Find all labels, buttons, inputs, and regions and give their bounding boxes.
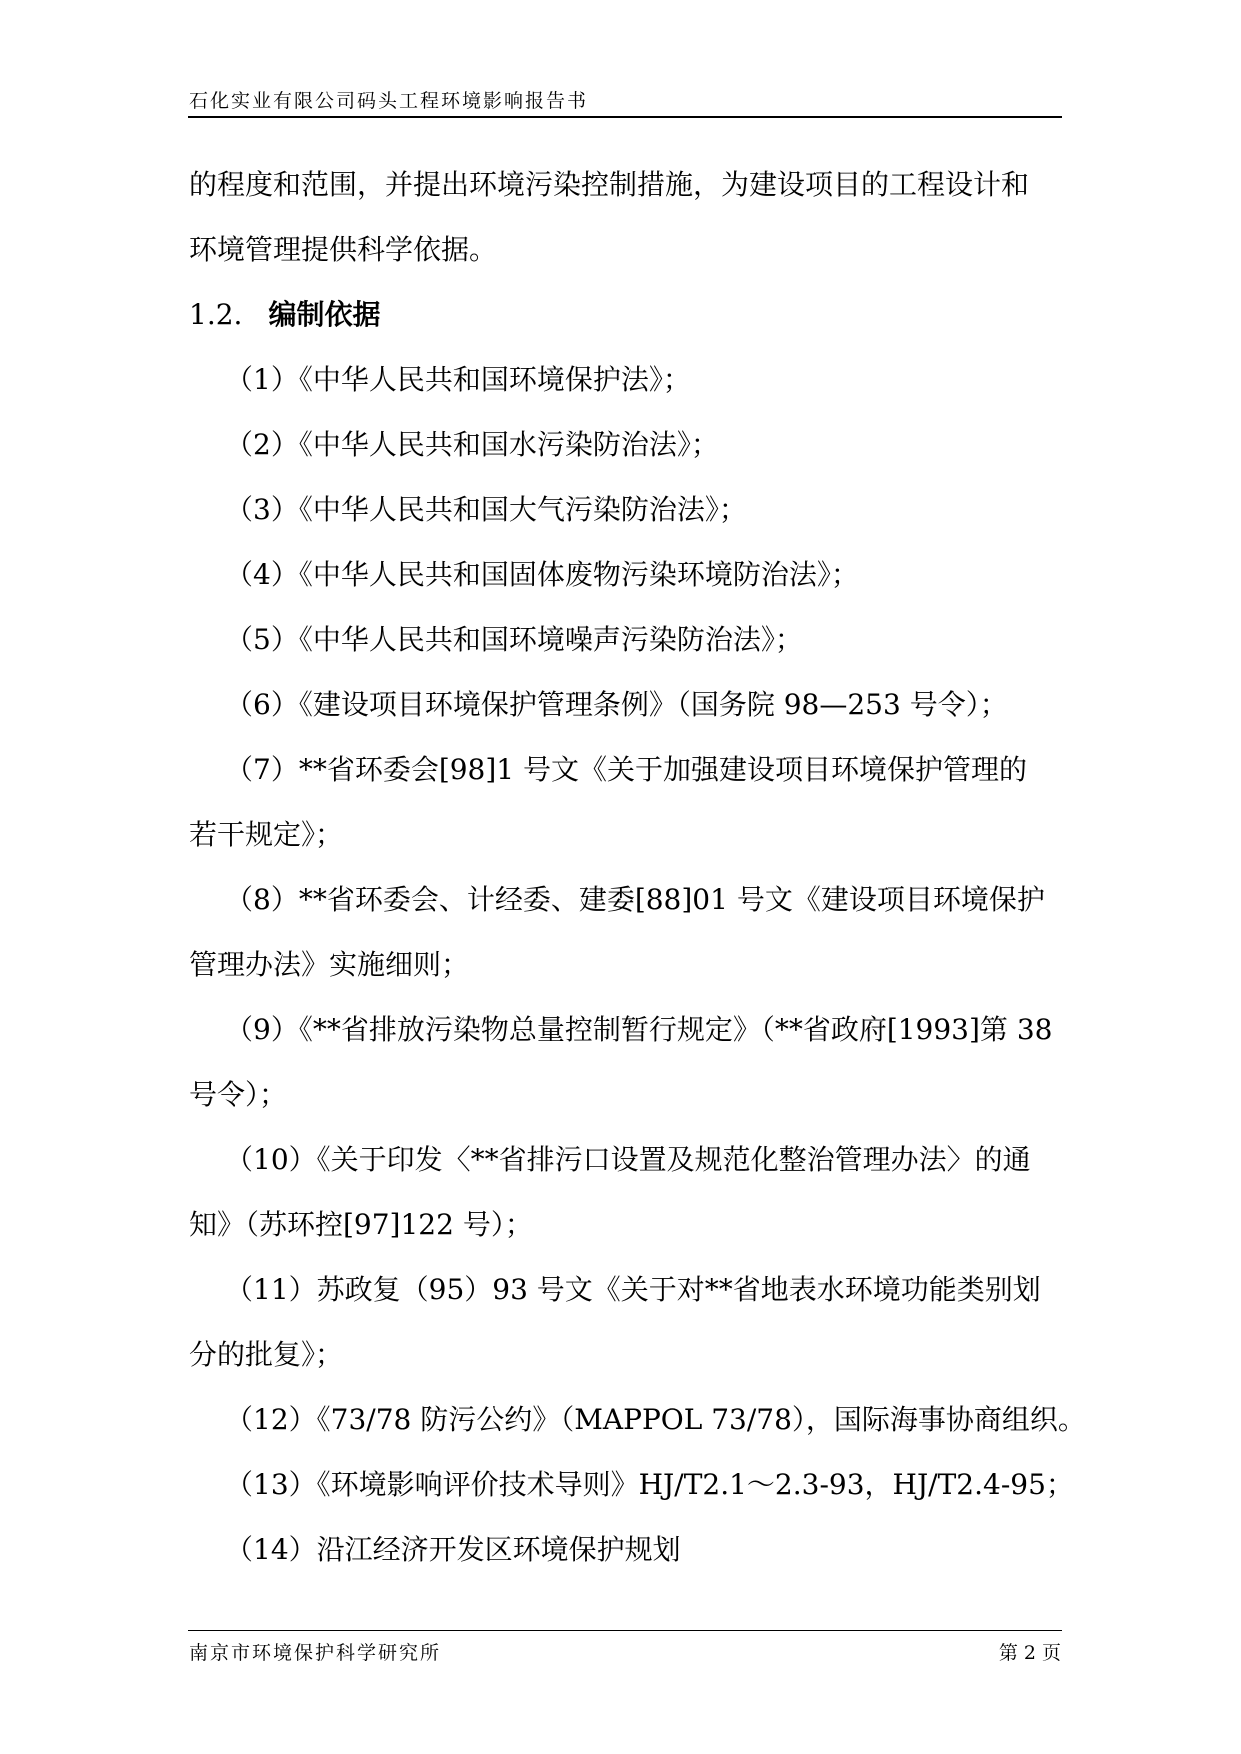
- list-item-continuation: 号令）；: [189, 1078, 288, 1111]
- page-number: 第 2 页: [998, 1642, 1061, 1664]
- section-title: 编制依据: [268, 298, 381, 331]
- list-item: （1）《中华人民共和国环境保护法》；: [225, 363, 691, 396]
- list-item: （10）《关于印发〈**省排污口设置及规范化整治管理办法〉的通: [225, 1143, 1031, 1176]
- section-number: 1.2.: [189, 298, 243, 331]
- list-item: （3）《中华人民共和国大气污染防治法》；: [225, 493, 747, 526]
- list-item: （8）**省环委会、计经委、建委[88]01 号文《建设项目环境保护: [225, 883, 1045, 916]
- list-item-continuation: 管理办法》实施细则；: [189, 948, 470, 981]
- page-header-title: 石化实业有限公司码头工程环境影响报告书: [189, 90, 589, 112]
- footer-organization: 南京市环境保护科学研究所: [189, 1642, 442, 1664]
- list-item: （2）《中华人民共和国水污染防治法》；: [225, 428, 719, 461]
- list-item: （11）苏政复（95）93 号文《关于对**省地表水环境功能类别划: [225, 1273, 1041, 1306]
- list-item: （4）《中华人民共和国固体废物污染环境防治法》；: [225, 558, 859, 591]
- list-item: （9）《**省排放污染物总量控制暂行规定》（**省政府[1993]第 38: [225, 1013, 1053, 1046]
- list-item: （5）《中华人民共和国环境噪声污染防治法》；: [225, 623, 803, 656]
- footer-divider: [188, 1630, 1062, 1631]
- paragraph-line: 环境管理提供科学依据。: [189, 233, 498, 266]
- list-item: （12）《73/78 防污公约》（MAPPOL 73/78），国际海事协商组织。: [225, 1403, 1086, 1436]
- section-heading: [189, 282, 1062, 347]
- list-item: （14）沿江经济开发区环境保护规划: [225, 1533, 681, 1566]
- list-item: （7）**省环委会[98]1 号文《关于加强建设项目环境保护管理的: [225, 753, 1028, 786]
- list-item-continuation: 若干规定》；: [189, 818, 344, 851]
- list-item: （6）《建设项目环境保护管理条例》（国务院 98—253 号令）；: [225, 688, 1008, 721]
- list-item-continuation: 分的批复》；: [189, 1338, 344, 1371]
- list-item: （13）《环境影响评价技术导则》HJ/T2.1～2.3-93，HJ/T2.4-95；: [225, 1468, 1074, 1501]
- header-divider: [188, 116, 1062, 118]
- paragraph-line: 的程度和范围，并提出环境污染控制措施，为建设项目的工程设计和: [189, 168, 1030, 201]
- list-item-continuation: 知》（苏环控[97]122 号）；: [189, 1208, 533, 1241]
- document-body: [189, 152, 1086, 1582]
